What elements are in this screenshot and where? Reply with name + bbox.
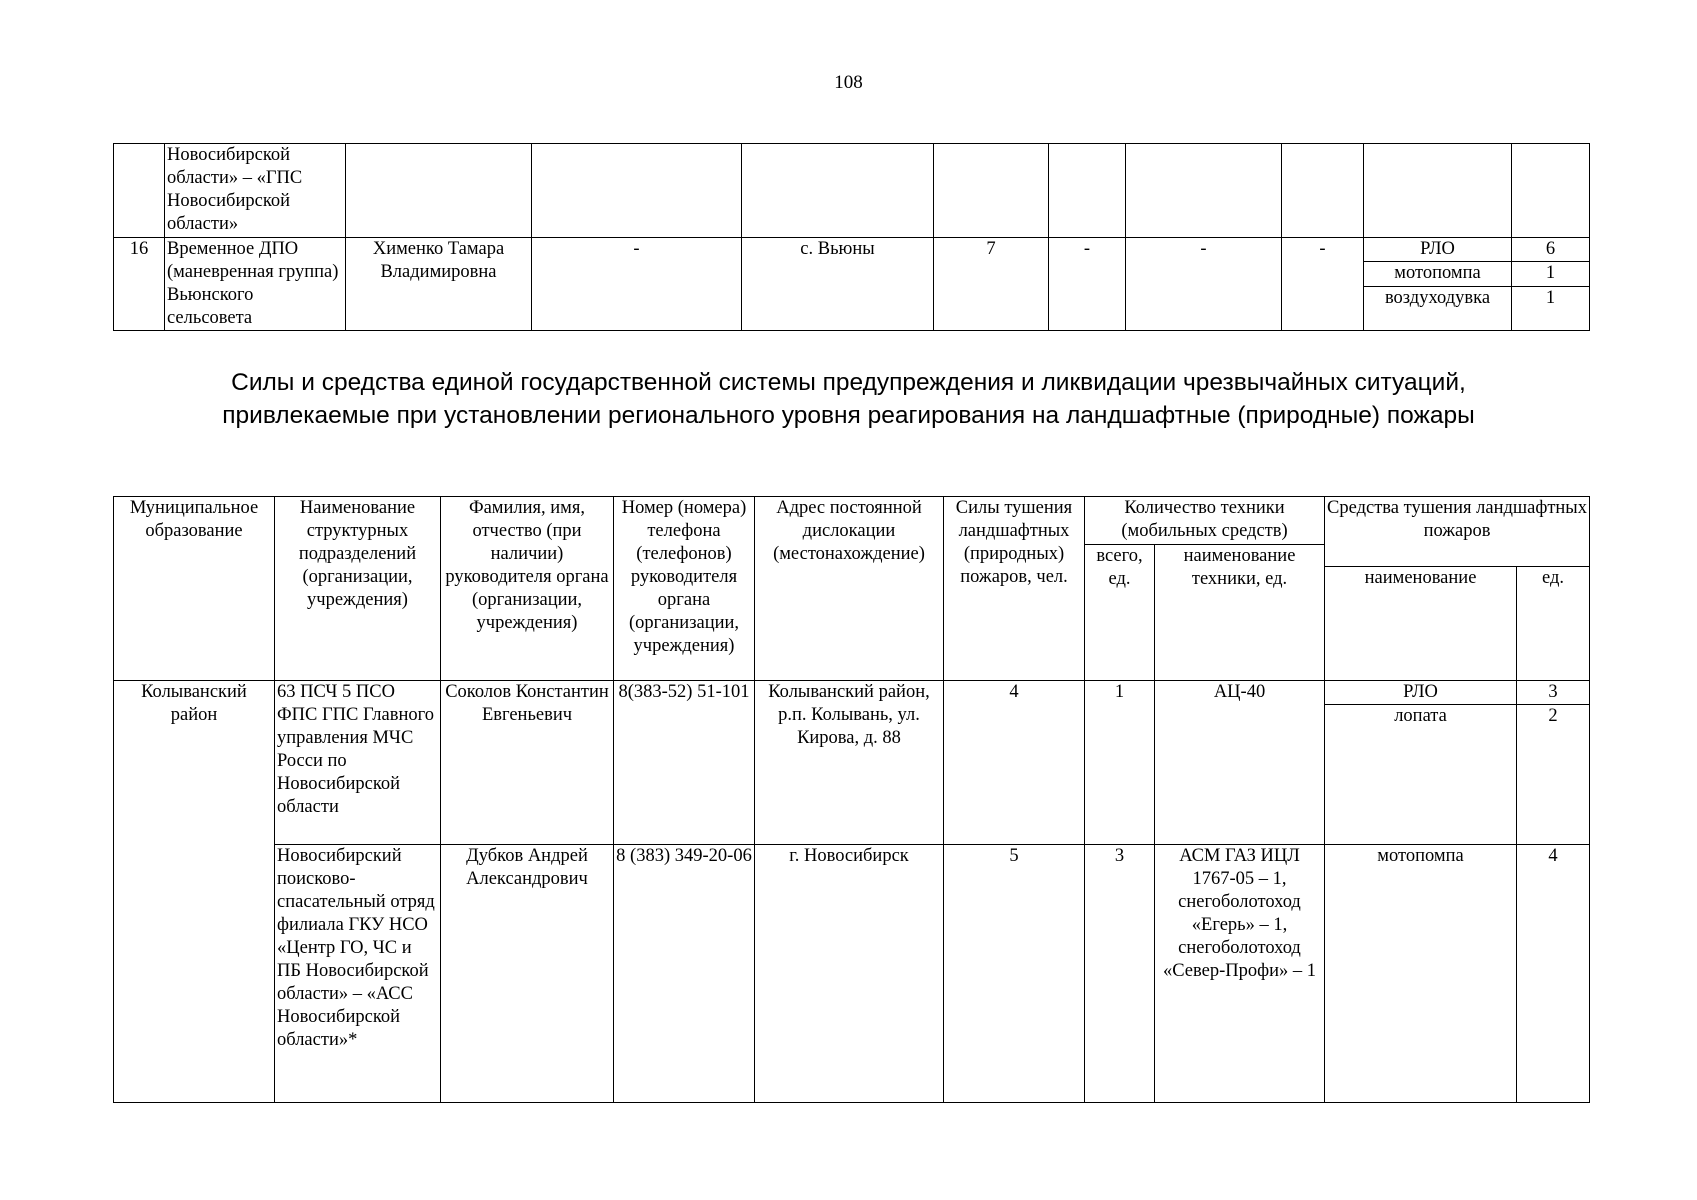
header-vehicles-name: наименование техники, ед. — [1155, 545, 1325, 681]
header-unit: Наименование структурных подразделений (организации, учреждения) — [275, 497, 441, 681]
cell-extra: - — [1282, 238, 1364, 331]
cell-num — [114, 144, 165, 238]
cell-municipality: Колыванский район — [114, 681, 275, 1103]
header-head: Фамилия, имя, отчество (при наличии) руководителя органа (организации, учреждения) — [441, 497, 614, 681]
section-heading — [0, 366, 1697, 432]
cell-phone: 8(383-52) 51-101 — [614, 681, 755, 845]
header-row — [114, 497, 1590, 545]
header-vehicles-total: всего, ед. — [1085, 545, 1155, 681]
header-address: Адрес постоянной дислокации (местонахождение) — [755, 497, 944, 681]
cell-address: г. Новосибирск — [755, 845, 944, 1103]
table-row — [114, 238, 1590, 262]
cell-means-qty: 6 — [1512, 238, 1590, 262]
cell-unit: 63 ПСЧ 5 ПСО ФПС ГПС Главного управления МЧС Росси по Новосибирской области — [275, 681, 441, 845]
cell-forces: 5 — [944, 845, 1085, 1103]
table-row — [114, 681, 1590, 705]
cell-unit: Новосибирский поисково-спасательный отряд филиала ГКУ НСО «Центр ГО, ЧС и ПБ Новосибирской области» – «АСС Новосибирской области»* — [275, 845, 441, 1103]
header-municipality: Муниципальное образование — [114, 497, 275, 681]
cell-means-name: мотопомпа — [1364, 262, 1512, 287]
cell-tech: АЦ-40 — [1155, 681, 1325, 845]
cell-phone: 8 (383) 349-20-06 — [614, 845, 755, 1103]
cell-address: Колыванский район, р.п. Колывань, ул. Кирова, д. 88 — [755, 681, 944, 845]
cell-num: 16 — [114, 238, 165, 331]
cell-total: 3 — [1085, 845, 1155, 1103]
cell-means-name: воздуходувка — [1364, 287, 1512, 331]
cell-forces: 7 — [934, 238, 1049, 331]
cell-means-qty: 3 — [1517, 681, 1590, 705]
cell-tech: - — [1126, 238, 1282, 331]
cell-total: - — [1049, 238, 1126, 331]
continuation-table — [113, 143, 1590, 331]
cell-means-qty: 1 — [1512, 262, 1590, 287]
table-row — [114, 144, 1590, 238]
cell-head: Соколов Константин Евгеньевич — [441, 681, 614, 845]
cell-means-name: РЛО — [1325, 681, 1517, 705]
cell-name: Новосибирской области» – «ГПС Новосибирской области» — [165, 144, 346, 238]
cell-head: Дубков Андрей Александрович — [441, 845, 614, 1103]
table-row — [114, 845, 1590, 1103]
header-forces: Силы тушения ландшафтных (природных) пожаров, чел. — [944, 497, 1085, 681]
cell-means-qty: 4 — [1517, 845, 1590, 1103]
cell-phone: - — [532, 238, 742, 331]
header-means: Средства тушения ландшафтных пожаров — [1325, 497, 1590, 567]
cell-total: 1 — [1085, 681, 1155, 845]
cell-means-qty: 1 — [1512, 287, 1590, 331]
cell-means-qty: 2 — [1517, 705, 1590, 845]
cell-means-name: мотопомпа — [1325, 845, 1517, 1103]
header-means-name: наименование — [1325, 567, 1517, 681]
cell-address: с. Вьюны — [742, 238, 934, 331]
cell-head: Хименко Тамара Владимировна — [346, 238, 532, 331]
cell-forces: 4 — [944, 681, 1085, 845]
heading-line-1: Силы и средства единой государственной системы предупреждения и ликвидации чрезвычайных ситуаций, — [231, 369, 1466, 396]
cell-means-name: лопата — [1325, 705, 1517, 845]
cell-name: Временное ДПО (маневренная группа) Вьюнского сельсовета — [165, 238, 346, 331]
forces-table — [113, 496, 1590, 1103]
cell-tech: АСМ ГАЗ ИЦЛ 1767-05 – 1, снегоболотоход «Егерь» – 1, снегоболотоход «Север-Профи» – 1 — [1155, 845, 1325, 1103]
header-phone: Номер (номера) телефона (телефонов) руководителя органа (организации, учреждения) — [614, 497, 755, 681]
header-means-qty: ед. — [1517, 567, 1590, 681]
heading-line-2: привлекаемые при установлении регионального уровня реагирования на ландшафтные (природные) пожары — [222, 402, 1475, 429]
cell-means-name: РЛО — [1364, 238, 1512, 262]
header-vehicles: Количество техники (мобильных средств) — [1085, 497, 1325, 545]
page-number: 108 — [834, 72, 863, 93]
